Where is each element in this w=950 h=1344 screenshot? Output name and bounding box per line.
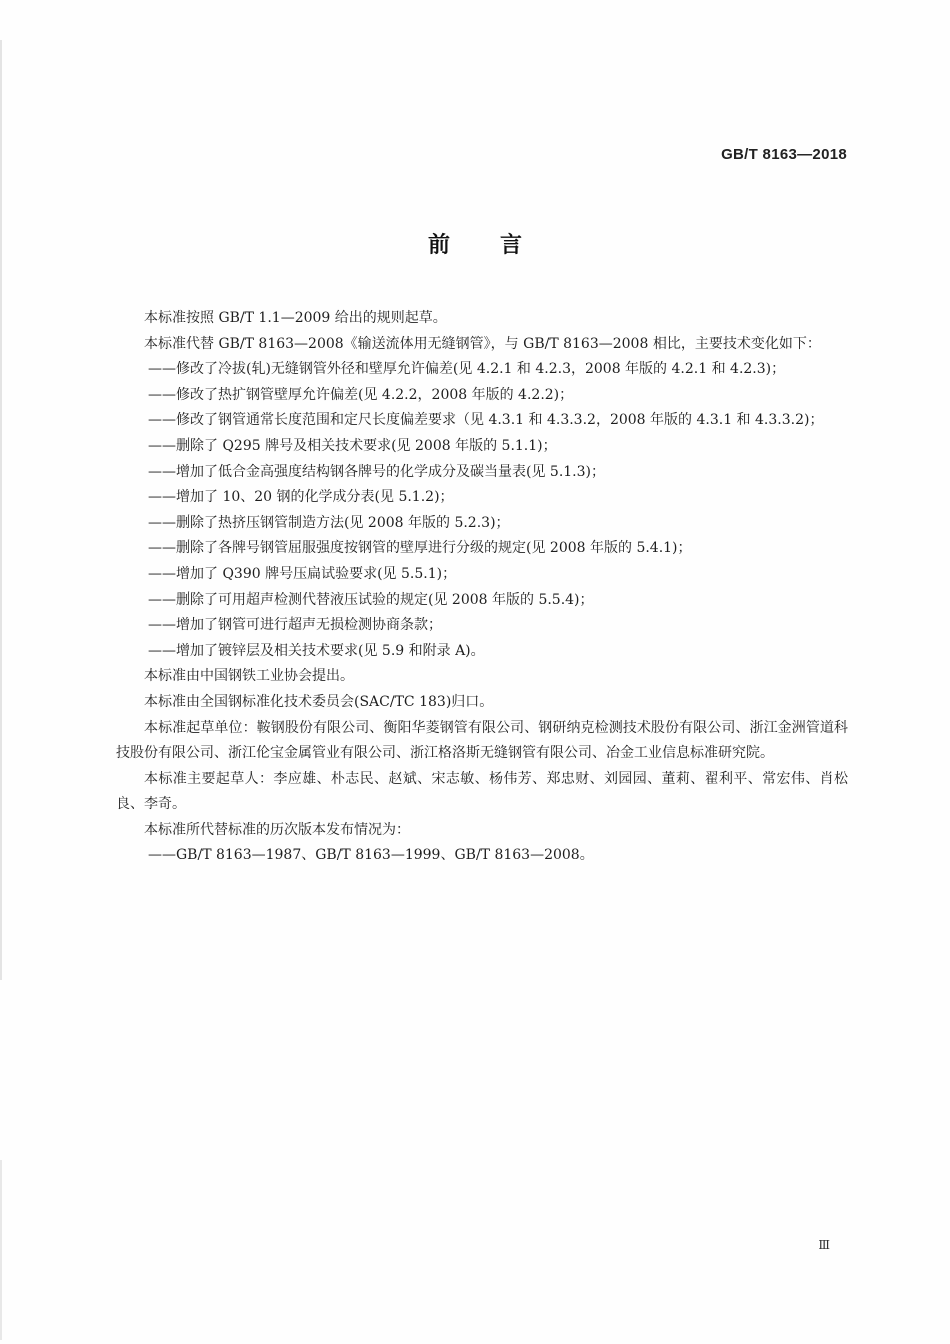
- page-title: 前言: [427, 233, 572, 258]
- paragraph: 本标准按照 GB/T 1.1—2009 给出的规则起草。: [144, 310, 447, 326]
- change-item: ——增加了 10、20 钢的化学成分表(见 5.1.2)；: [148, 489, 454, 506]
- change-item: ——增加了镀锌层及相关技术要求(见 5.9 和附录 A)。: [148, 642, 485, 659]
- foreword-body: [116, 306, 848, 869]
- paragraph: 本标准由中国钢铁工业协会提出。: [144, 668, 354, 685]
- drafters: 本标准主要起草人：李应雄、朴志民、赵斌、宋志敏、杨伟芳、郑忠财、刘园园、董莉、翟利平、常宏伟、肖松良、李奇。: [116, 770, 848, 813]
- paragraph: 本标准代替 GB/T 8163—2008《输送流体用无缝钢管》，与 GB/T 8163—2008 相比，主要技术变化如下：: [144, 335, 821, 352]
- change-item: ——修改了热扩钢管壁厚允许偏差(见 4.2.2，2008 年版的 4.2.2)；: [148, 386, 574, 403]
- paragraph: 本标准所代替标准的历次版本发布情况为：: [144, 821, 410, 838]
- drafting-units: 本标准起草单位：鞍钢股份有限公司、衡阳华菱钢管有限公司、钢研纳克检测技术股份有限公司、浙江金洲管道科技股份有限公司、浙江伦宝金属管业有限公司、浙江格洛斯无缝钢管有限公司、冶金工业信息标准研究院。: [116, 719, 848, 762]
- change-item: ——增加了钢管可进行超声无损检测协商条款；: [148, 617, 442, 634]
- change-item: ——修改了冷拔(轧)无缝钢管外径和壁厚允许偏差(见 4.2.1 和 4.2.3，2008 年版的 4.2.1 和 4.2.3)；: [148, 361, 786, 378]
- standard-code: GB/T 8163—2018: [721, 146, 847, 163]
- change-item: ——增加了 Q390 牌号压扁试验要求(见 5.5.1)；: [148, 565, 457, 582]
- paragraph: 本标准由全国钢标准化技术委员会(SAC/TC 183)归口。: [144, 693, 494, 710]
- version-history: ——GB/T 8163—1987、GB/T 8163—1999、GB/T 8163—2008。: [148, 847, 594, 864]
- change-item: ——删除了热挤压钢管制造方法(见 2008 年版的 5.2.3)；: [148, 514, 510, 531]
- change-item: ——修改了钢管通常长度范围和定尺长度偏差要求（见 4.3.1 和 4.3.3.2，2008 年版的 4.3.1 和 4.3.3.2)；: [148, 412, 824, 429]
- page-number: Ⅲ: [818, 1238, 830, 1252]
- change-item: ——增加了低合金高强度结构钢各牌号的化学成分及碳当量表(见 5.1.3)；: [148, 463, 605, 480]
- scan-edge-lower: [0, 1160, 2, 1340]
- change-item: ——删除了可用超声检测代替液压试验的规定(见 2008 年版的 5.5.4)；: [148, 591, 594, 608]
- scan-edge: [0, 40, 2, 980]
- change-item: ——删除了 Q295 牌号及相关技术要求(见 2008 年版的 5.1.1)；: [148, 437, 557, 454]
- change-item: ——删除了各牌号钢管屈服强度按钢管的壁厚进行分级的规定(见 2008 年版的 5.4.1)；: [148, 540, 692, 557]
